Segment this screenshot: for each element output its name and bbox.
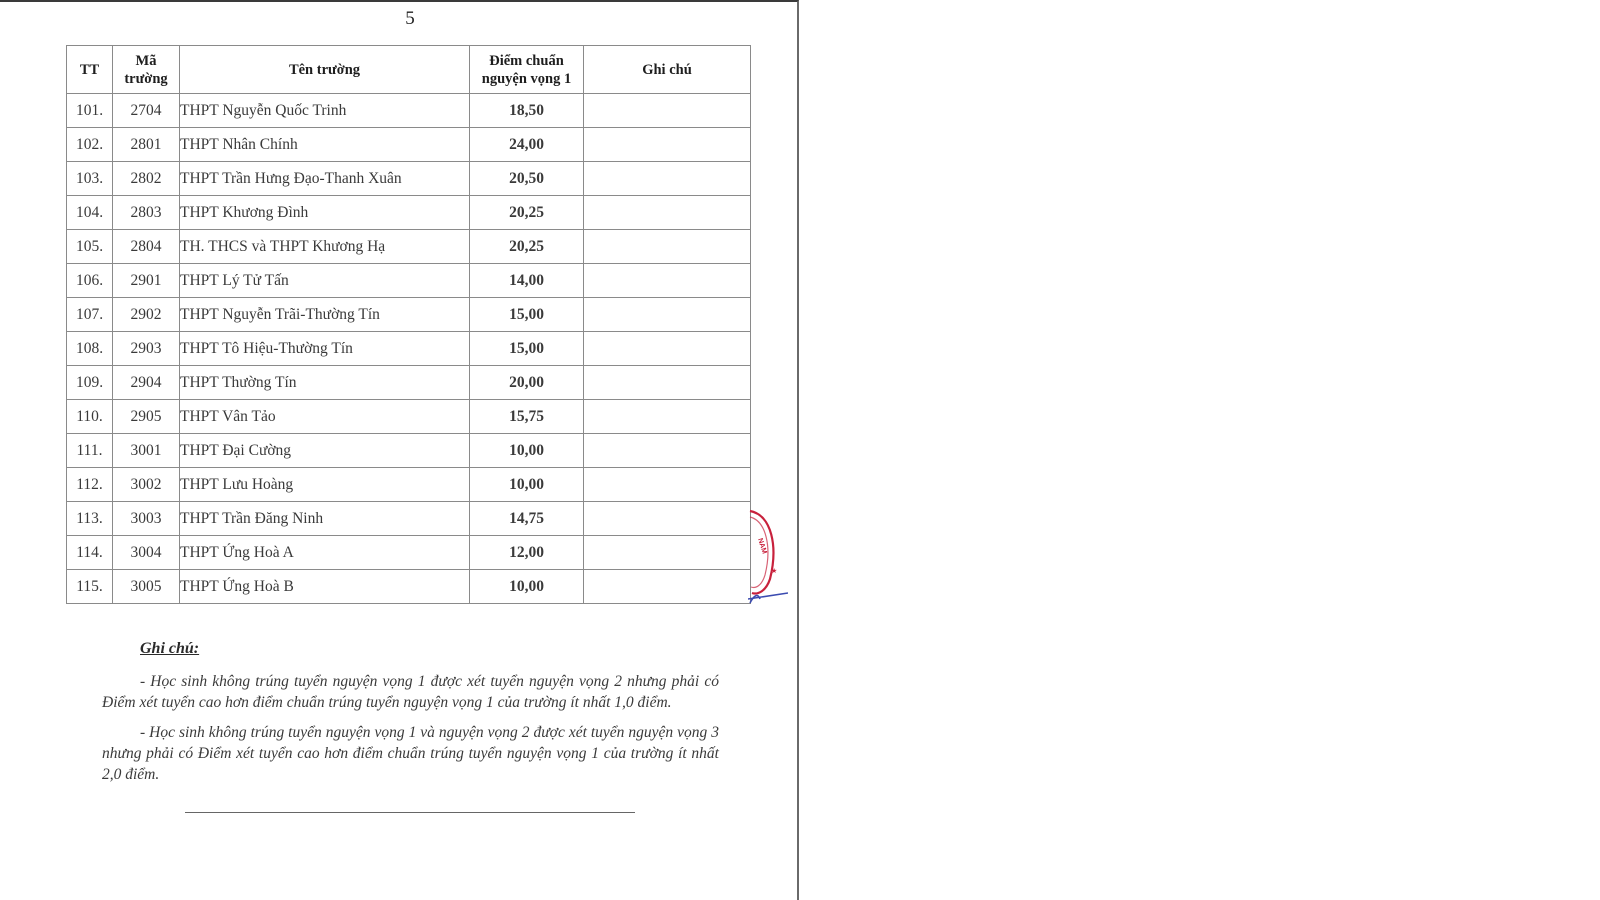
cell-tt: 113. <box>67 502 113 536</box>
table-row <box>67 502 751 536</box>
cell-note <box>584 230 751 264</box>
cell-tt: 103. <box>67 162 113 196</box>
cell-note <box>584 434 751 468</box>
table-row <box>67 400 751 434</box>
cell-tt: 107. <box>67 298 113 332</box>
cell-note <box>584 264 751 298</box>
header-tt: TT <box>67 46 113 94</box>
cell-tt: 115. <box>67 570 113 604</box>
cell-school-code: 2803 <box>113 196 180 230</box>
cell-school-name: THPT Tô Hiệu-Thường Tín <box>180 332 470 366</box>
cell-note <box>584 400 751 434</box>
cell-score: 14,00 <box>470 264 584 298</box>
table-row <box>67 434 751 468</box>
cell-school-name: THPT Trần Đăng Ninh <box>180 502 470 536</box>
cell-note <box>584 196 751 230</box>
cell-school-code: 2804 <box>113 230 180 264</box>
cell-tt: 114. <box>67 536 113 570</box>
cell-score: 15,00 <box>470 298 584 332</box>
table-row <box>67 570 751 604</box>
red-seal-stamp <box>748 507 788 615</box>
cell-school-code: 2802 <box>113 162 180 196</box>
cell-score: 12,00 <box>470 536 584 570</box>
cell-note <box>584 298 751 332</box>
cell-school-name: THPT Trần Hưng Đạo-Thanh Xuân <box>180 162 470 196</box>
cell-school-code: 2903 <box>113 332 180 366</box>
table-row <box>67 162 751 196</box>
stamp-text: NAM <box>756 537 768 555</box>
cell-school-name: THPT Nguyễn Trãi-Thường Tín <box>180 298 470 332</box>
cell-school-name: THPT Đại Cường <box>180 434 470 468</box>
cell-note <box>584 162 751 196</box>
cell-tt: 106. <box>67 264 113 298</box>
table-row <box>67 128 751 162</box>
cell-score: 18,50 <box>470 94 584 128</box>
table-row <box>67 196 751 230</box>
document-page <box>0 0 799 900</box>
cell-note <box>584 468 751 502</box>
cell-tt: 112. <box>67 468 113 502</box>
cell-school-name: THPT Lưu Hoàng <box>180 468 470 502</box>
cell-note <box>584 332 751 366</box>
cell-note <box>584 536 751 570</box>
cell-note <box>584 570 751 604</box>
table-row <box>67 264 751 298</box>
cell-school-name: THPT Ứng Hoà A <box>180 536 470 570</box>
cell-school-name: THPT Thường Tín <box>180 366 470 400</box>
note-paragraph-2: - Học sinh không trúng tuyển nguyện vọng 1 và nguyện vọng 2 được xét tuyển nguyện vọng 3 nhưng phải có Điểm xét tuyển cao hơn điểm chuẩn trúng tuyển nguyện vọng 1 của trường ít nhất 2,0 điểm. <box>102 724 719 783</box>
cell-score: 20,25 <box>470 230 584 264</box>
cell-tt: 109. <box>67 366 113 400</box>
notes-section <box>102 638 719 794</box>
cell-score: 24,00 <box>470 128 584 162</box>
cell-school-code: 3002 <box>113 468 180 502</box>
cell-score: 10,00 <box>470 468 584 502</box>
cell-school-code: 2904 <box>113 366 180 400</box>
cell-school-name: THPT Vân Tảo <box>180 400 470 434</box>
header-note: Ghi chú <box>584 46 751 94</box>
header-school-code: Mã trường <box>113 46 180 94</box>
cell-score: 10,00 <box>470 434 584 468</box>
table-row <box>67 332 751 366</box>
cell-tt: 104. <box>67 196 113 230</box>
header-school-name: Tên trường <box>180 46 470 94</box>
cell-tt: 110. <box>67 400 113 434</box>
cell-score: 14,75 <box>470 502 584 536</box>
cell-school-code: 3004 <box>113 536 180 570</box>
table-body <box>67 94 751 604</box>
cell-tt: 101. <box>67 94 113 128</box>
end-divider <box>185 812 635 813</box>
table-row <box>67 366 751 400</box>
stamp-star-icon: ★ <box>771 568 778 575</box>
cell-school-name: TH. THCS và THPT Khương Hạ <box>180 230 470 264</box>
cell-score: 10,00 <box>470 570 584 604</box>
cell-score: 15,00 <box>470 332 584 366</box>
cell-note <box>584 502 751 536</box>
cell-score: 15,75 <box>470 400 584 434</box>
table-row <box>67 468 751 502</box>
cell-school-name: THPT Ứng Hoà B <box>180 570 470 604</box>
cell-school-name: THPT Lý Tử Tấn <box>180 264 470 298</box>
cell-note <box>584 128 751 162</box>
header-score: Điểm chuẩn nguyện vọng 1 <box>470 46 584 94</box>
cell-school-code: 2901 <box>113 264 180 298</box>
table-row <box>67 230 751 264</box>
cell-school-name: THPT Nguyễn Quốc Trinh <box>180 94 470 128</box>
cell-tt: 105. <box>67 230 113 264</box>
cell-tt: 102. <box>67 128 113 162</box>
cell-school-code: 3005 <box>113 570 180 604</box>
table-row <box>67 536 751 570</box>
cell-school-code: 2905 <box>113 400 180 434</box>
table-row <box>67 94 751 128</box>
cell-score: 20,50 <box>470 162 584 196</box>
cell-note <box>584 94 751 128</box>
table-header-row <box>67 46 751 94</box>
cell-tt: 111. <box>67 434 113 468</box>
cell-note <box>584 366 751 400</box>
cell-score: 20,25 <box>470 196 584 230</box>
page-number: 5 <box>405 8 415 29</box>
cell-school-code: 3001 <box>113 434 180 468</box>
cell-school-code: 2704 <box>113 94 180 128</box>
cell-score: 20,00 <box>470 366 584 400</box>
note-paragraph-1: - Học sinh không trúng tuyển nguyện vọng 1 được xét tuyển nguyện vọng 2 nhưng phải có Điểm xét tuyển cao hơn điểm chuẩn trúng tuyển nguyện vọng 1 của trường ít nhất 1,0 điểm. <box>102 673 719 711</box>
admission-score-table <box>66 45 751 604</box>
cell-school-code: 2902 <box>113 298 180 332</box>
cell-school-code: 3003 <box>113 502 180 536</box>
notes-title: Ghi chú: <box>140 640 200 657</box>
table-row <box>67 298 751 332</box>
cell-school-name: THPT Nhân Chính <box>180 128 470 162</box>
cell-school-code: 2801 <box>113 128 180 162</box>
cell-school-name: THPT Khương Đình <box>180 196 470 230</box>
cell-tt: 108. <box>67 332 113 366</box>
